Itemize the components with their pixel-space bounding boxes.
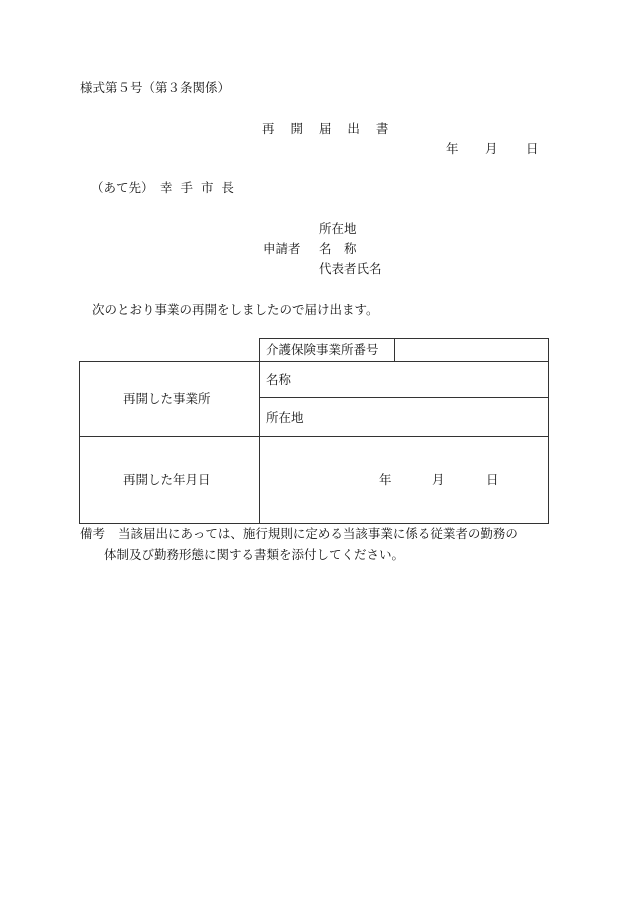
reopen-date-label: 再開した年月日 xyxy=(123,472,211,487)
notes-line-2: 体制及び勤務形態に関する書類を添付してください。 xyxy=(104,547,405,562)
date-year: 年 xyxy=(446,141,459,156)
table-column-divider xyxy=(259,361,260,524)
office-label: 再開した事業所 xyxy=(123,391,211,406)
document-title: 再 開 届 出 書 xyxy=(262,121,395,136)
main-table xyxy=(79,361,549,524)
date-month: 月 xyxy=(485,141,498,156)
reopen-date-month: 月 xyxy=(432,472,445,487)
date-day: 日 xyxy=(526,141,539,156)
row-divider-office xyxy=(259,397,549,398)
office-address-label: 所在地 xyxy=(266,410,304,425)
intro-text: 次のとおり事業の再開をしましたので届け出ます。 xyxy=(92,302,379,317)
office-number-input[interactable] xyxy=(396,339,547,361)
row-divider-date xyxy=(79,436,549,437)
applicant-name-label: 名 称 xyxy=(319,241,357,256)
office-number-divider xyxy=(394,338,395,362)
addressee-prefix: （あて先） xyxy=(91,180,154,195)
applicant-representative-label: 代表者氏名 xyxy=(319,261,382,276)
notes-label: 備考 xyxy=(80,526,106,541)
applicant-address-label: 所在地 xyxy=(319,221,357,236)
reopen-date-year: 年 xyxy=(379,472,392,487)
applicant-label: 申請者 xyxy=(263,241,301,256)
office-name-label: 名称 xyxy=(266,372,292,387)
reopen-date-day: 日 xyxy=(486,472,499,487)
notes-line-1: 当該届出にあっては、施行規則に定める当該事業に係る従業者の勤務の xyxy=(118,526,518,541)
addressee-name: 幸 手 市 長 xyxy=(160,180,236,195)
form-number: 様式第５号（第３条関係） xyxy=(80,80,231,95)
office-number-label: 介護保険事業所番号 xyxy=(266,342,379,357)
